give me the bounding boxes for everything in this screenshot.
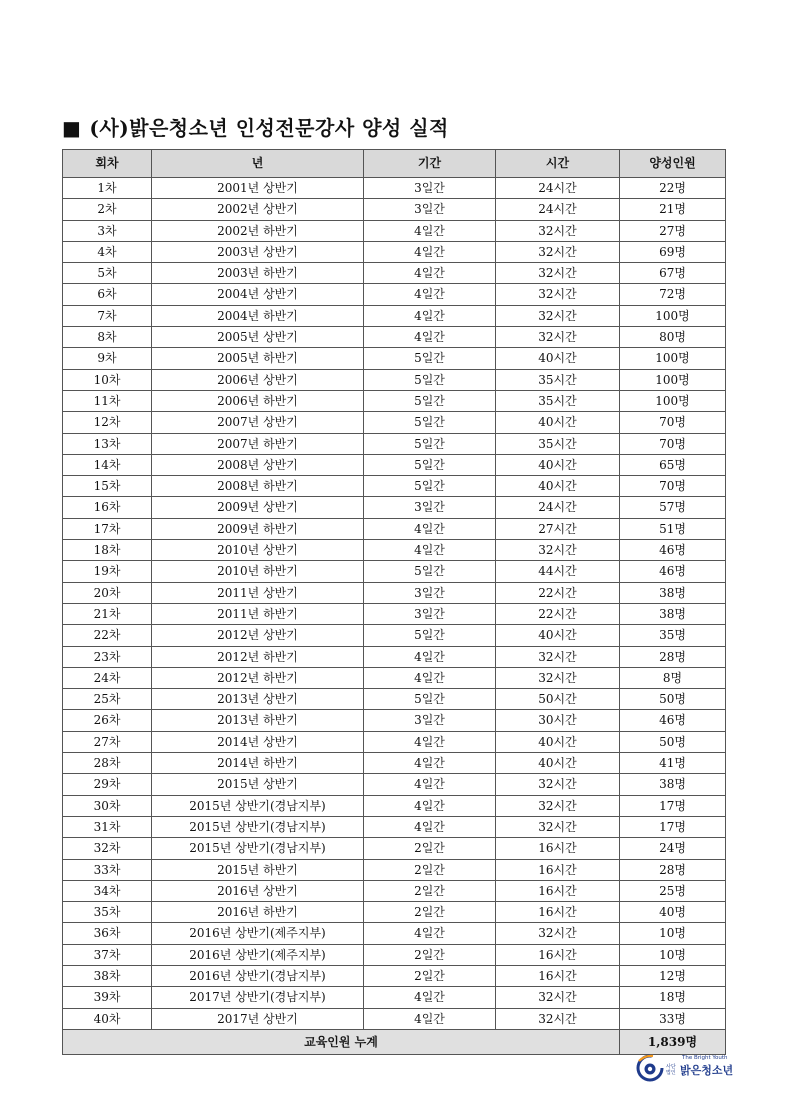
- cell-hours: 32시간: [496, 220, 620, 241]
- table-row: [63, 497, 726, 518]
- title-text: (사)밝은청소년 인성전문강사 양성 실적: [89, 116, 449, 140]
- cell-year: 2002년 상반기: [152, 199, 364, 220]
- cell-period: 5일간: [364, 561, 496, 582]
- cell-round: 1차: [63, 178, 152, 199]
- table-row: [63, 880, 726, 901]
- table-row: [63, 774, 726, 795]
- cell-hours: 24시간: [496, 178, 620, 199]
- cell-hours: 35시간: [496, 390, 620, 411]
- cell-period: 3일간: [364, 497, 496, 518]
- cell-period: 4일간: [364, 646, 496, 667]
- table-row: [63, 518, 726, 539]
- cell-hours: 16시간: [496, 880, 620, 901]
- cell-year: 2017년 상반기(경남지부): [152, 987, 364, 1008]
- cell-trainees: 41명: [620, 753, 726, 774]
- table-row: [63, 987, 726, 1008]
- cell-hours: 16시간: [496, 944, 620, 965]
- square-bullet-icon: ■: [62, 116, 82, 140]
- cell-period: 4일간: [364, 816, 496, 837]
- table-body: [63, 178, 726, 1030]
- cell-year: 2010년 하반기: [152, 561, 364, 582]
- cell-hours: 27시간: [496, 518, 620, 539]
- table-row: [63, 753, 726, 774]
- total-row: [63, 1029, 726, 1054]
- cell-trainees: 21명: [620, 199, 726, 220]
- table-row: [63, 795, 726, 816]
- cell-hours: 30시간: [496, 710, 620, 731]
- table-row: [63, 433, 726, 454]
- cell-trainees: 100명: [620, 390, 726, 411]
- table-row: [63, 859, 726, 880]
- cell-trainees: 10명: [620, 944, 726, 965]
- cell-hours: 32시간: [496, 263, 620, 284]
- cell-year: 2012년 상반기: [152, 625, 364, 646]
- cell-year: 2015년 상반기(경남지부): [152, 795, 364, 816]
- cell-period: 4일간: [364, 795, 496, 816]
- cell-hours: 32시간: [496, 284, 620, 305]
- cell-hours: 40시간: [496, 625, 620, 646]
- cell-round: 31차: [63, 816, 152, 837]
- table-row: [63, 178, 726, 199]
- cell-trainees: 51명: [620, 518, 726, 539]
- cell-period: 4일간: [364, 518, 496, 539]
- cell-trainees: 27명: [620, 220, 726, 241]
- cell-trainees: 17명: [620, 795, 726, 816]
- cell-period: 2일간: [364, 944, 496, 965]
- cell-year: 2004년 하반기: [152, 305, 364, 326]
- cell-year: 2014년 상반기: [152, 731, 364, 752]
- cell-hours: 16시간: [496, 859, 620, 880]
- cell-trainees: 8명: [620, 667, 726, 688]
- table-row: [63, 816, 726, 837]
- cell-year: 2009년 하반기: [152, 518, 364, 539]
- cell-period: 5일간: [364, 454, 496, 475]
- cell-round: 11차: [63, 390, 152, 411]
- cell-round: 4차: [63, 241, 152, 262]
- cell-period: 4일간: [364, 774, 496, 795]
- cell-period: 4일간: [364, 327, 496, 348]
- cell-round: 14차: [63, 454, 152, 475]
- cell-year: 2007년 하반기: [152, 433, 364, 454]
- cell-period: 2일간: [364, 859, 496, 880]
- cell-period: 4일간: [364, 540, 496, 561]
- table-row: [63, 305, 726, 326]
- cell-round: 3차: [63, 220, 152, 241]
- cell-year: 2015년 하반기: [152, 859, 364, 880]
- cell-year: 2016년 하반기: [152, 902, 364, 923]
- table-row: [63, 710, 726, 731]
- cell-round: 19차: [63, 561, 152, 582]
- cell-hours: 22시간: [496, 582, 620, 603]
- cell-trainees: 100명: [620, 305, 726, 326]
- cell-round: 33차: [63, 859, 152, 880]
- cell-round: 20차: [63, 582, 152, 603]
- cell-round: 10차: [63, 369, 152, 390]
- total-value: 1,839명: [620, 1029, 726, 1054]
- header-year: 년: [152, 150, 364, 178]
- cell-hours: 35시간: [496, 369, 620, 390]
- cell-period: 4일간: [364, 753, 496, 774]
- cell-hours: 50시간: [496, 689, 620, 710]
- cell-trainees: 50명: [620, 731, 726, 752]
- cell-round: 16차: [63, 497, 152, 518]
- cell-period: 5일간: [364, 390, 496, 411]
- table-row: [63, 923, 726, 944]
- cell-year: 2016년 상반기: [152, 880, 364, 901]
- cell-period: 5일간: [364, 412, 496, 433]
- cell-hours: 32시간: [496, 774, 620, 795]
- cell-hours: 44시간: [496, 561, 620, 582]
- cell-period: 5일간: [364, 348, 496, 369]
- organization-logo: [636, 1054, 734, 1082]
- cell-round: 39차: [63, 987, 152, 1008]
- table-row: [63, 454, 726, 475]
- cell-hours: 32시간: [496, 646, 620, 667]
- cell-period: 4일간: [364, 241, 496, 262]
- cell-trainees: 67명: [620, 263, 726, 284]
- cell-trainees: 70명: [620, 433, 726, 454]
- cell-hours: 32시간: [496, 305, 620, 326]
- cell-period: 3일간: [364, 178, 496, 199]
- cell-trainees: 69명: [620, 241, 726, 262]
- cell-hours: 16시간: [496, 965, 620, 986]
- cell-year: 2016년 상반기(제주지부): [152, 923, 364, 944]
- cell-round: 35차: [63, 902, 152, 923]
- cell-hours: 35시간: [496, 433, 620, 454]
- table-row: [63, 561, 726, 582]
- cell-round: 30차: [63, 795, 152, 816]
- cell-hours: 40시간: [496, 454, 620, 475]
- cell-hours: 32시간: [496, 327, 620, 348]
- cell-round: 36차: [63, 923, 152, 944]
- table-row: [63, 348, 726, 369]
- table-row: [63, 369, 726, 390]
- cell-round: 37차: [63, 944, 152, 965]
- table-row: [63, 540, 726, 561]
- table-row: [63, 1008, 726, 1029]
- table-row: [63, 241, 726, 262]
- cell-year: 2005년 하반기: [152, 348, 364, 369]
- cell-round: 25차: [63, 689, 152, 710]
- cell-round: 9차: [63, 348, 152, 369]
- cell-period: 4일간: [364, 220, 496, 241]
- cell-trainees: 100명: [620, 348, 726, 369]
- cell-trainees: 72명: [620, 284, 726, 305]
- cell-hours: 24시간: [496, 497, 620, 518]
- table-row: [63, 412, 726, 433]
- cell-year: 2008년 하반기: [152, 476, 364, 497]
- cell-round: 34차: [63, 880, 152, 901]
- cell-period: 5일간: [364, 369, 496, 390]
- cell-year: 2013년 하반기: [152, 710, 364, 731]
- cell-trainees: 35명: [620, 625, 726, 646]
- table-row: [63, 902, 726, 923]
- cell-round: 26차: [63, 710, 152, 731]
- cell-round: 28차: [63, 753, 152, 774]
- table-row: [63, 476, 726, 497]
- cell-hours: 32시간: [496, 667, 620, 688]
- cell-year: 2016년 상반기(제주지부): [152, 944, 364, 965]
- cell-hours: 40시간: [496, 348, 620, 369]
- cell-hours: 32시간: [496, 987, 620, 1008]
- cell-trainees: 100명: [620, 369, 726, 390]
- cell-trainees: 46명: [620, 561, 726, 582]
- cell-year: 2016년 상반기(경남지부): [152, 965, 364, 986]
- cell-period: 4일간: [364, 284, 496, 305]
- cell-hours: 40시간: [496, 412, 620, 433]
- cell-hours: 32시간: [496, 923, 620, 944]
- cell-round: 22차: [63, 625, 152, 646]
- cell-hours: 32시간: [496, 540, 620, 561]
- header-period: 기간: [364, 150, 496, 178]
- cell-trainees: 38명: [620, 603, 726, 624]
- cell-trainees: 57명: [620, 497, 726, 518]
- cell-trainees: 33명: [620, 1008, 726, 1029]
- cell-trainees: 46명: [620, 540, 726, 561]
- cell-round: 2차: [63, 199, 152, 220]
- cell-year: 2017년 상반기: [152, 1008, 364, 1029]
- cell-round: 27차: [63, 731, 152, 752]
- table-row: [63, 965, 726, 986]
- cell-period: 5일간: [364, 433, 496, 454]
- cell-round: 32차: [63, 838, 152, 859]
- cell-round: 17차: [63, 518, 152, 539]
- cell-trainees: 40명: [620, 902, 726, 923]
- table-row: [63, 625, 726, 646]
- cell-round: 38차: [63, 965, 152, 986]
- cell-year: 2006년 상반기: [152, 369, 364, 390]
- cell-period: 4일간: [364, 731, 496, 752]
- cell-trainees: 70명: [620, 476, 726, 497]
- table-row: [63, 603, 726, 624]
- cell-round: 12차: [63, 412, 152, 433]
- table-row: [63, 220, 726, 241]
- cell-round: 5차: [63, 263, 152, 284]
- table-row: [63, 838, 726, 859]
- cell-year: 2015년 상반기(경남지부): [152, 816, 364, 837]
- training-records-table: [62, 149, 726, 1055]
- cell-trainees: 10명: [620, 923, 726, 944]
- cell-trainees: 50명: [620, 689, 726, 710]
- cell-trainees: 38명: [620, 582, 726, 603]
- cell-period: 2일간: [364, 902, 496, 923]
- cell-trainees: 80명: [620, 327, 726, 348]
- cell-trainees: 28명: [620, 646, 726, 667]
- cell-year: 2004년 상반기: [152, 284, 364, 305]
- cell-year: 2005년 상반기: [152, 327, 364, 348]
- cell-period: 4일간: [364, 667, 496, 688]
- cell-year: 2011년 하반기: [152, 603, 364, 624]
- cell-period: 4일간: [364, 305, 496, 326]
- cell-period: 4일간: [364, 923, 496, 944]
- cell-year: 2006년 하반기: [152, 390, 364, 411]
- cell-period: 5일간: [364, 476, 496, 497]
- table-row: [63, 667, 726, 688]
- cell-trainees: 38명: [620, 774, 726, 795]
- cell-period: 3일간: [364, 582, 496, 603]
- cell-hours: 40시간: [496, 476, 620, 497]
- cell-hours: 32시간: [496, 816, 620, 837]
- cell-period: 3일간: [364, 199, 496, 220]
- cell-year: 2011년 상반기: [152, 582, 364, 603]
- cell-year: 2002년 하반기: [152, 220, 364, 241]
- cell-trainees: 17명: [620, 816, 726, 837]
- table-row: [63, 390, 726, 411]
- cell-round: 23차: [63, 646, 152, 667]
- cell-year: 2012년 하반기: [152, 667, 364, 688]
- cell-hours: 22시간: [496, 603, 620, 624]
- cell-round: 7차: [63, 305, 152, 326]
- cell-trainees: 22명: [620, 178, 726, 199]
- cell-hours: 32시간: [496, 241, 620, 262]
- table-row: [63, 263, 726, 284]
- table-row: [63, 199, 726, 220]
- cell-round: 15차: [63, 476, 152, 497]
- cell-period: 3일간: [364, 603, 496, 624]
- cell-hours: 32시간: [496, 1008, 620, 1029]
- table-row: [63, 944, 726, 965]
- cell-hours: 16시간: [496, 838, 620, 859]
- table-header-row: [63, 150, 726, 178]
- cell-year: 2003년 상반기: [152, 241, 364, 262]
- cell-trainees: 12명: [620, 965, 726, 986]
- cell-trainees: 28명: [620, 859, 726, 880]
- cell-round: 40차: [63, 1008, 152, 1029]
- cell-year: 2008년 상반기: [152, 454, 364, 475]
- cell-hours: 40시간: [496, 731, 620, 752]
- cell-hours: 16시간: [496, 902, 620, 923]
- cell-year: 2015년 상반기(경남지부): [152, 838, 364, 859]
- cell-round: 8차: [63, 327, 152, 348]
- table-row: [63, 284, 726, 305]
- cell-period: 5일간: [364, 625, 496, 646]
- cell-year: 2010년 상반기: [152, 540, 364, 561]
- cell-hours: 40시간: [496, 753, 620, 774]
- cell-trainees: 25명: [620, 880, 726, 901]
- cell-year: 2009년 상반기: [152, 497, 364, 518]
- cell-period: 4일간: [364, 263, 496, 284]
- cell-trainees: 46명: [620, 710, 726, 731]
- bright-youth-logo-icon: [636, 1054, 666, 1082]
- table-row: [63, 582, 726, 603]
- cell-period: 4일간: [364, 987, 496, 1008]
- cell-year: 2001년 상반기: [152, 178, 364, 199]
- table-row: [63, 689, 726, 710]
- cell-hours: 24시간: [496, 199, 620, 220]
- table-row: [63, 731, 726, 752]
- header-trainees: 양성인원: [620, 150, 726, 178]
- cell-year: 2007년 상반기: [152, 412, 364, 433]
- cell-period: 2일간: [364, 838, 496, 859]
- cell-round: 29차: [63, 774, 152, 795]
- cell-period: 5일간: [364, 689, 496, 710]
- cell-hours: 32시간: [496, 795, 620, 816]
- table-row: [63, 646, 726, 667]
- header-round: 회차: [63, 150, 152, 178]
- cell-trainees: 24명: [620, 838, 726, 859]
- cell-year: 2003년 하반기: [152, 263, 364, 284]
- cell-round: 21차: [63, 603, 152, 624]
- cell-trainees: 65명: [620, 454, 726, 475]
- cell-period: 2일간: [364, 965, 496, 986]
- cell-year: 2015년 상반기: [152, 774, 364, 795]
- logo-small-text: 사단 법인: [666, 1064, 676, 1076]
- cell-year: 2012년 하반기: [152, 646, 364, 667]
- table-row: [63, 327, 726, 348]
- cell-period: 3일간: [364, 710, 496, 731]
- logo-korean-text: 밝은청소년: [680, 1064, 734, 1077]
- cell-trainees: 18명: [620, 987, 726, 1008]
- total-label: 교육인원 누계: [63, 1029, 620, 1054]
- cell-year: 2014년 하반기: [152, 753, 364, 774]
- cell-period: 4일간: [364, 1008, 496, 1029]
- cell-round: 24차: [63, 667, 152, 688]
- cell-round: 6차: [63, 284, 152, 305]
- header-hours: 시간: [496, 150, 620, 178]
- logo-english-text: The Bright Youth: [682, 1055, 728, 1061]
- cell-round: 18차: [63, 540, 152, 561]
- cell-trainees: 70명: [620, 412, 726, 433]
- cell-round: 13차: [63, 433, 152, 454]
- cell-period: 2일간: [364, 880, 496, 901]
- document-title: [62, 112, 449, 141]
- cell-year: 2013년 상반기: [152, 689, 364, 710]
